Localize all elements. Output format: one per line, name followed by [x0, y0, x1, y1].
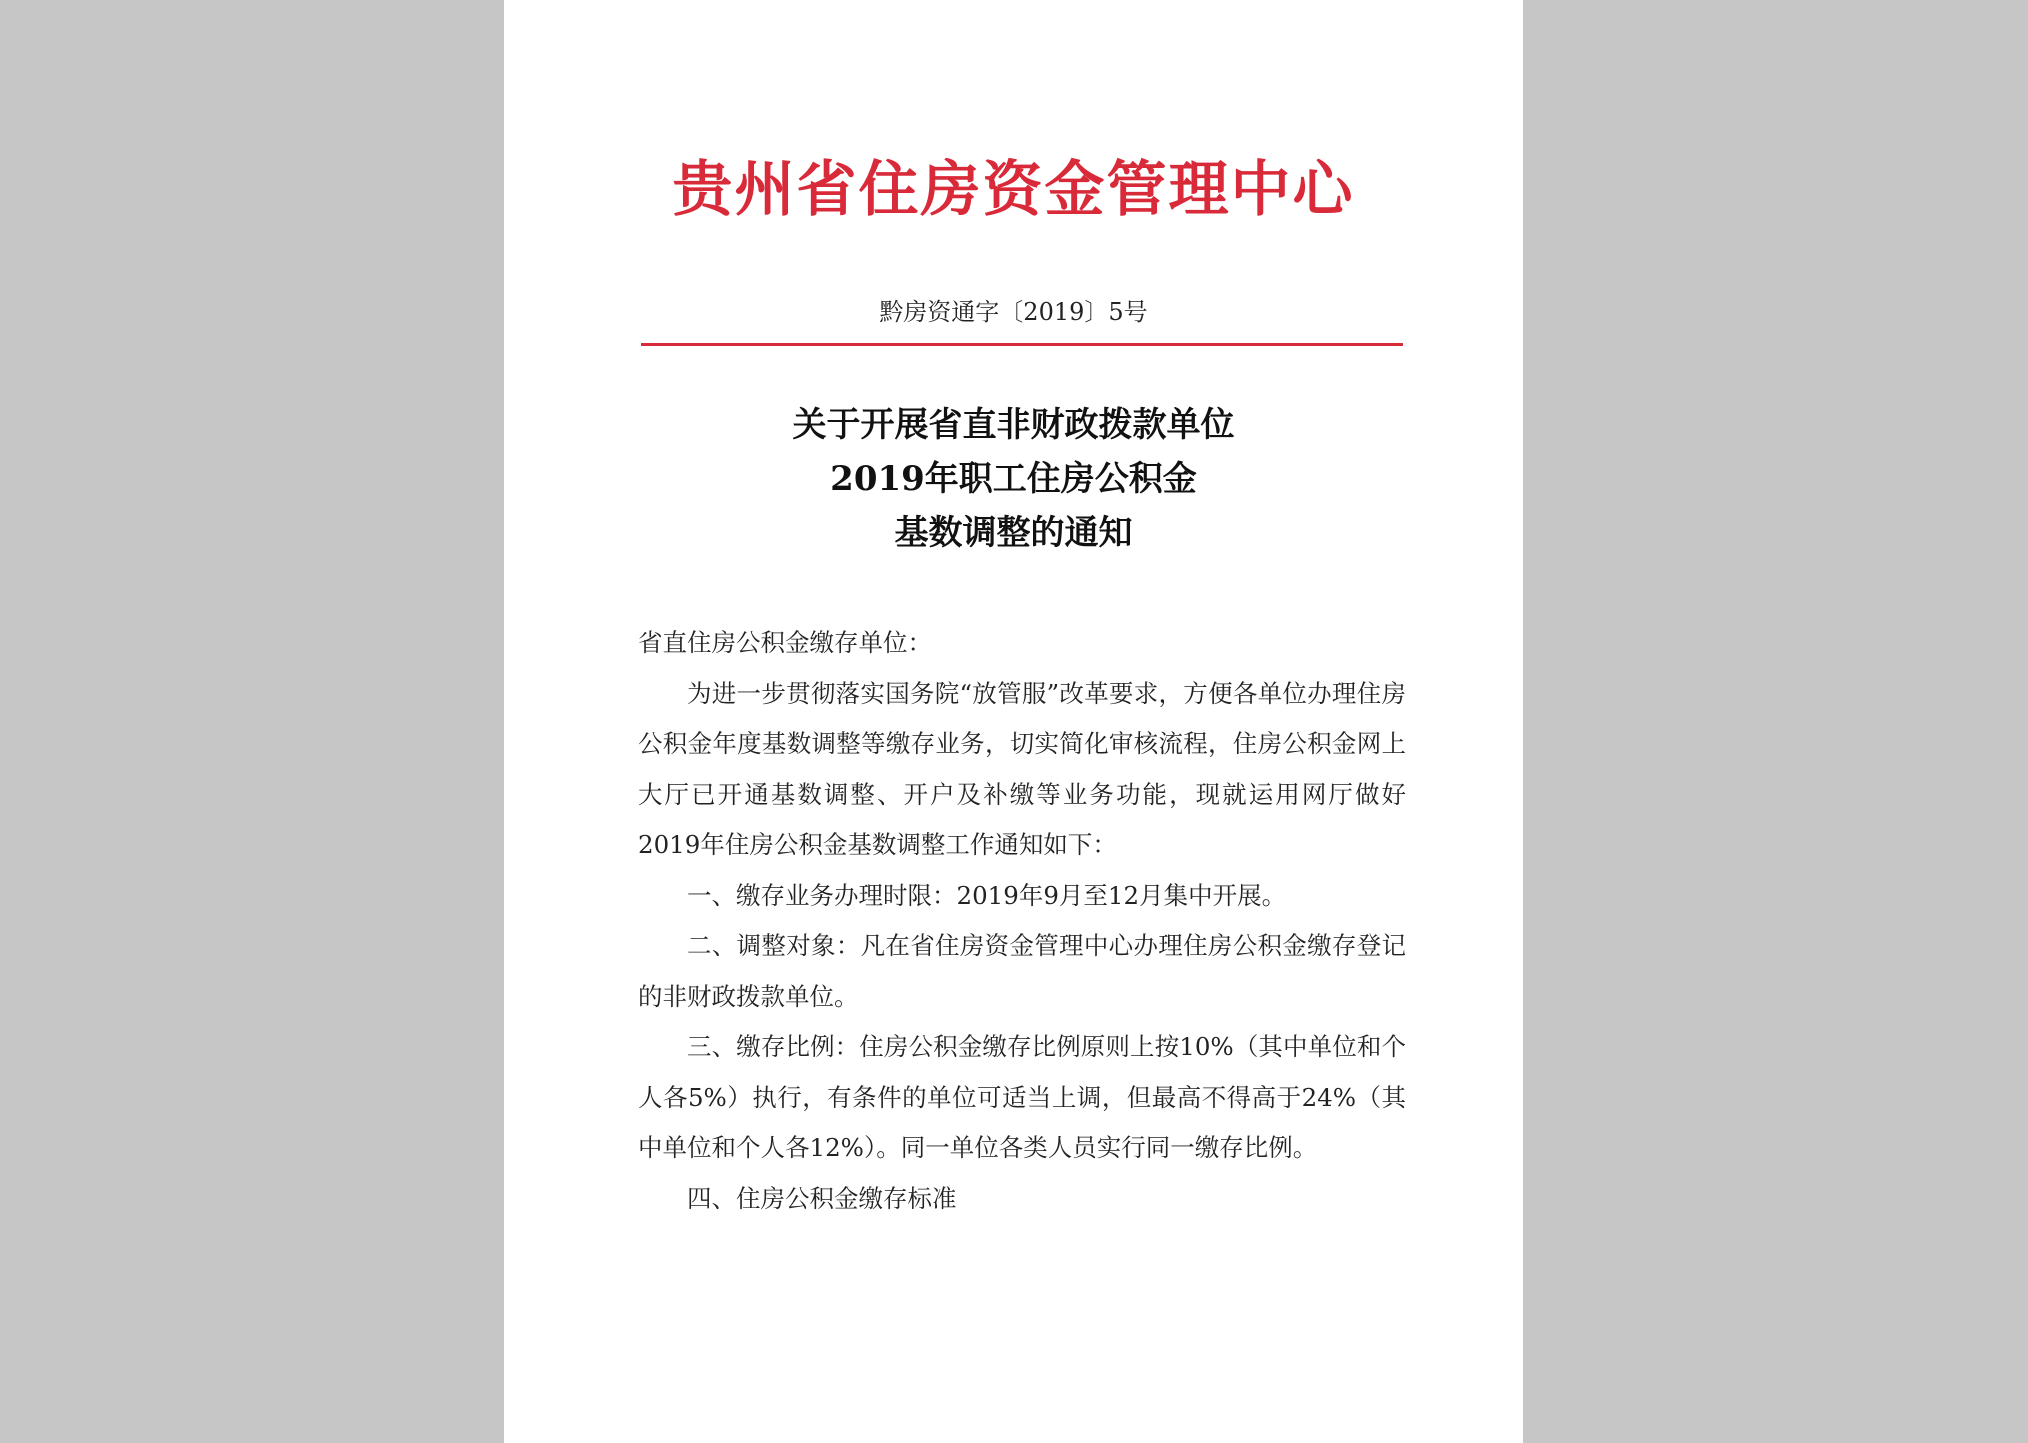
notice-title-line-3: 基数调整的通知 — [894, 513, 1133, 553]
letterhead-red-divider — [641, 343, 1403, 346]
salutation: 省直住房公积金缴存单位： — [638, 628, 932, 657]
notice-title-line-1: 关于开展省直非财政拨款单位 — [792, 405, 1235, 445]
notice-title — [504, 398, 1523, 560]
item-1-paragraph: 一、缴存业务办理时限：2019年9月至12月集中开展。 — [687, 880, 1287, 910]
item-4-heading: 四、住房公积金缴存标准 — [687, 1183, 957, 1213]
document-page — [504, 0, 1523, 1443]
notice-body — [638, 618, 1406, 1224]
item-3-paragraph: 三、缴存比例：住房公积金缴存比例原则上按10%（其中单位和个人各5%）执行，有条件的单位可适当上调，但最高不得高于24%（其中单位和个人各12%）。同一单位各类人员实行同一缴存比例。 — [638, 1032, 1406, 1162]
item-2-paragraph: 二、调整对象：凡在省住房资金管理中心办理住房公积金缴存登记的非财政拨款单位。 — [638, 931, 1406, 1011]
notice-title-line-2: 2019年职工住房公积金 — [830, 459, 1197, 499]
org-letterhead-title: 贵州省住房资金管理中心 — [672, 155, 1355, 225]
document-number: 黔房资通字〔2019〕5号 — [879, 298, 1148, 326]
intro-paragraph: 为进一步贯彻落实国务院“放管服”改革要求，方便各单位办理住房公积金年度基数调整等缴存业务，切实简化审核流程，住房公积金网上大厅已开通基数调整、开户及补缴等业务功能，现就运用网厅做好2019年住房公积金基数调整工作通知如下： — [638, 678, 1406, 859]
